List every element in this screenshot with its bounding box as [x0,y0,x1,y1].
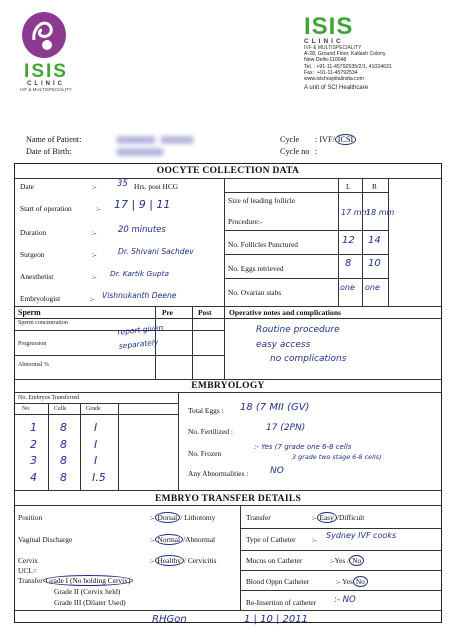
sperm-report-note: report given separately [116,323,164,351]
divider [14,178,442,179]
eggs-retrieved-label: No. Eggs retrieved [228,264,284,273]
divider [240,570,442,571]
divider [14,379,442,380]
abnormal-percent-label: Abnormal % [18,362,49,368]
total-eggs-label: Total Eggs : [188,406,224,415]
surgeon-label: Surgeon [20,250,45,259]
sperm-post-header: Post [198,308,212,317]
duration-label: Duration [20,228,47,237]
catheter-type-value: Sydney IVF cooks [326,531,397,540]
hrs-post-hcg-value: 35 [117,179,128,189]
follicles-punctured-label: No. Follicles Punctured [228,240,298,249]
divider [240,505,241,610]
divider [14,392,442,393]
clinic-address-line: New Delhi-110048 [304,57,347,64]
embryos-transferred-label: No. Embryos Transferred [18,395,80,401]
leading-follicle-size-label: Size of leading follicle [228,196,296,205]
column-left-header: L [346,182,351,191]
start-operation-value: 17 | 9 | 11 [114,198,171,211]
embryo-grade-header: Grade [86,406,101,412]
vaginal-discharge-value [150,535,215,544]
divider [240,528,442,529]
left-logo-text [10,62,82,92]
position-value-rest: / Lithotomy [180,513,216,522]
redacted-dob [116,148,164,156]
divider [224,306,225,379]
follicle-size-right: 18 mm [366,208,395,217]
divider [224,230,388,231]
right-logo-tagline: IVF & MULTISPECIALITY [304,45,362,51]
column-right-header: R [372,182,377,191]
cycle-no-value: : [315,147,318,156]
position-colon: :- [150,513,155,522]
embryo-no-header: No [22,406,30,412]
frozen-value-line: :- Yes (7 grade one 6-8 cells [254,443,352,451]
right-logo-clinic: CLINIC [304,38,344,45]
transfer-ease-colon: :- [312,513,317,522]
cycle-value-prefix: : IVF/ [315,135,335,144]
divider [192,306,193,379]
position-value-circled: Dorsal [155,512,181,523]
divider [240,590,442,591]
operative-note-line: easy access [256,340,311,350]
follicle-size-left: 17 mm [341,208,370,217]
vaginal-discharge-circled: Normal [155,534,184,545]
divider [14,490,442,491]
follicles-punctured-right: 14 [368,235,381,246]
embryo-row-cells: 8 [60,471,67,484]
transfer-section-title: EMBRYO TRANSFER DETAILS [154,494,302,504]
clinic-address-line: A-28, Ground Floor, Kailash Colony [304,51,386,57]
divider [118,403,119,490]
divider [178,392,179,490]
transfer-grade-2: Grade II (Cervix held) [54,587,121,596]
clinic-fax: Fax : +91-11-45792534 [304,69,358,76]
catheter-type-colon: :- [312,535,317,544]
vaginal-discharge-rest: /Abnormal [183,535,216,544]
form-frame [14,163,442,623]
embryo-row-no: 2 [30,438,37,451]
frozen-value-line: 3 grade two stage 6-8 cells) [292,453,382,461]
fertilized-value: 17 (2PN) [266,423,306,433]
operative-note-line: no complications [270,354,347,364]
transfer-ease-value [312,513,364,522]
embryo-row-grade: I [94,454,98,467]
oocyte-section-title: OOCYTE COLLECTION DATA [156,166,300,176]
divider [14,318,442,319]
operative-note-line: Routine procedure [256,325,340,335]
blood-circled: No [353,576,368,587]
blood-value [336,577,368,586]
reinsertion-label: Re-Insertion of catheter [246,598,317,607]
mucus-circled: No [349,555,364,566]
hrs-post-hcg-label: Hrs. post HCG [134,182,179,191]
ovarian-stabs-left: one [340,283,355,292]
cycle-label: Cycle [280,135,300,144]
transfer-ease-rest: /Difficult [336,513,365,522]
divider [14,414,178,415]
clinic-unit-line: A unit of SCI Healthcare [304,85,369,92]
embryo-row-cells: 8 [60,421,67,434]
sperm-concentration-label: Sperm concentration [18,320,68,326]
cervix-value-rest: / Cervicitis [183,556,217,565]
clinic-website: www.isishospitalindia.com [304,76,364,83]
start-operation-label: Start of operation [20,204,72,213]
eggs-retrieved-right: 10 [368,258,381,269]
divider [48,403,49,490]
divider [338,178,339,306]
blood-prefix: :- Yes [336,577,353,586]
divider [224,278,388,279]
embryo-row-grade: I [94,421,98,434]
embryo-row-no: 3 [30,454,37,467]
mucus-prefix: :-Yes / [330,556,350,565]
abnormalities-label: Any Abnormalities : [188,469,249,478]
left-logo-tagline: IVF & MULTISPECIALITY [20,87,72,92]
duration-colon: :- [92,228,97,237]
left-logo-clinic: CLINIC [27,81,65,87]
sperm-section-title: Sperm [18,308,41,317]
date-colon: :- [92,182,97,191]
divider [14,610,442,611]
follicles-punctured-left: 12 [342,235,355,246]
cervix-value [150,556,217,565]
transfer-grade-1-circled: Grade I (No holding Cervix) [43,575,134,586]
embryology-section-title: EMBRYOLOGY [191,381,265,391]
vaginal-discharge-colon: :- [150,535,155,544]
duration-value: 20 minutes [118,225,166,235]
cycle-value-circled: ICSI [335,134,356,145]
position-value [150,513,215,522]
embryologist-colon: :- [90,294,95,303]
embryo-row-cells: 8 [60,454,67,467]
start-operation-colon: :- [96,204,101,213]
surgeon-colon: :- [92,250,97,259]
clinic-header-block [304,13,444,92]
fertilized-label: No. Fertilized : [188,427,233,436]
embryo-row-no: 1 [30,421,37,434]
divider [14,306,442,307]
embryo-cells-header: Cells [54,406,67,412]
divider [362,178,363,306]
divider [224,192,388,193]
divider [224,254,388,255]
procedure-label: Procedure:- [228,217,263,226]
cycle-no-label: Cycle no [280,147,310,156]
divider [388,178,389,306]
cervix-label: Cervix [18,556,39,565]
ucl-label: UCL= [18,566,37,575]
embryo-row-no: 4 [30,471,37,484]
ovarian-stabs-right: one [365,283,380,292]
total-eggs-value: 18 (7 MII (GV) [240,402,310,413]
anesthetist-value: Dr. Kartik Gupta [110,269,170,278]
transfer-grade-3: Grade III (Dilater Used) [54,598,126,607]
progression-label: Progression [18,341,47,347]
vaginal-discharge-label: Vaginal Discharge [18,535,73,544]
divider [14,505,442,506]
clinic-emblem-logo [14,10,74,60]
embryo-row-grade: I.5 [92,471,106,484]
signature-initials: RHGon [152,614,187,625]
clinic-phone: Tel. : +91-11-45792535/2/1, 41034631 [304,63,392,70]
anesthetist-label: Anesthetist [20,272,54,281]
redacted-name [160,136,194,144]
sperm-pre-header: Pre [162,308,173,317]
divider [14,403,178,404]
signature-date: 1 | 10 | 2011 [244,614,308,625]
catheter-type-label: Type of Catheter [246,535,296,544]
eggs-retrieved-left: 8 [345,258,352,269]
divider [80,403,81,490]
right-logo-brand: ISIS [304,13,354,40]
cervix-value-circled: Healthy [155,555,184,566]
frozen-label: No. Frozen [188,449,222,458]
cycle-value [315,135,356,144]
blood-label: Blood Oppn Catheter [246,577,310,586]
cervix-colon: :- [150,556,155,565]
abnormalities-value: NO [270,466,284,476]
operative-notes-title: Operative notes and complications [229,308,342,317]
anesthetist-colon: :- [92,272,97,281]
surgeon-value: Dr. Shivani Sachdev [118,247,194,256]
embryologist-label: Embryologist [20,294,61,303]
dob-label: Date of Birth: [26,147,72,156]
position-label: Position [18,513,43,522]
divider [224,178,225,306]
mucus-label: Mucus on Catheter [246,556,303,565]
embryologist-value: Vishnukanth Deene [102,291,177,300]
divider [240,550,442,551]
divider [14,355,224,356]
ovarian-stabs-label: No. Ovarian stabs [228,288,282,297]
patient-name-label: Name of Patient: [26,135,82,144]
mucus-value [330,556,364,565]
transfer-grade-1 [18,576,133,585]
embryo-row-cells: 8 [60,438,67,451]
transfer-ease-circled: Easy [317,512,337,523]
date-label: Date [20,182,34,191]
left-logo-brand: ISIS [24,61,68,82]
embryo-row-grade: I [94,438,98,451]
transfer-grade-prefix: Transfer [18,576,43,585]
transfer-ease-label: Transfer [246,513,271,522]
redacted-name [116,136,156,144]
reinsertion-value: :- NO [334,595,356,605]
